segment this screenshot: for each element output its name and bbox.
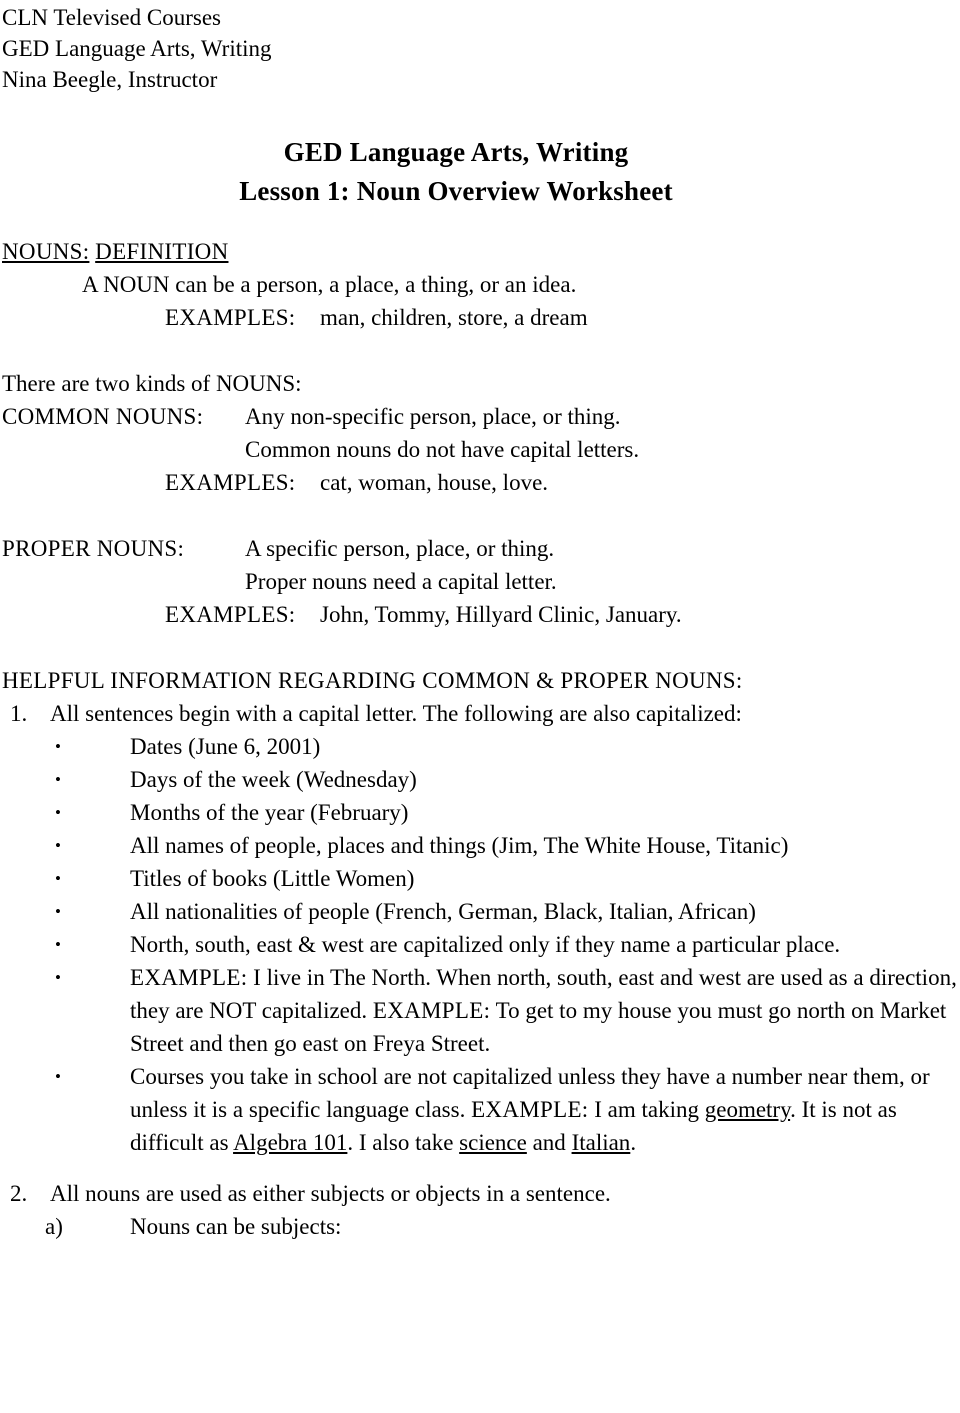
courses-text-5: and xyxy=(526,1130,572,1155)
courses-text-3: . It is not as difficult as xyxy=(130,1097,897,1155)
course-name-italian: Italian xyxy=(571,1130,631,1155)
proper-nouns-row-1 xyxy=(0,532,960,565)
letterhead xyxy=(0,0,960,95)
common-nouns-row-1 xyxy=(0,400,960,433)
proper-nouns-label: PROPER NOUNS: xyxy=(2,536,185,561)
list-item xyxy=(0,928,960,961)
definition-examples-value: man, children, store, a dream xyxy=(320,305,588,330)
example-label: EXAMPLE: xyxy=(130,965,248,990)
list-item-2a-marker: a) xyxy=(45,1214,63,1239)
list-item-2-marker: 2. xyxy=(10,1181,28,1206)
proper-nouns-examples-row xyxy=(0,598,960,631)
courses-text-4: . I also take xyxy=(347,1130,460,1155)
definition-examples-row xyxy=(0,301,960,334)
direction-text-1: I live in The North. When north, south, east and west are used as a direction, they are NOT capitalized. xyxy=(130,965,957,1023)
bullet-dot-icon: • xyxy=(55,737,61,756)
bullet-list xyxy=(0,730,960,1159)
spacer xyxy=(0,499,960,532)
bullet-dot-icon: • xyxy=(55,869,61,888)
definition-examples-label: EXAMPLES: xyxy=(165,305,296,330)
definition-heading-part2: DEFINITION xyxy=(95,239,229,264)
bullet-dot-icon: • xyxy=(55,1067,61,1086)
bullet-dot-icon: • xyxy=(55,803,61,822)
definition-line: A NOUN can be a person, a place, a thing, or an idea. xyxy=(82,272,577,297)
bullet-dot-icon: • xyxy=(55,902,61,921)
spacer xyxy=(0,1159,960,1177)
list-item-1-marker: 1. xyxy=(10,701,28,726)
title-line-2: Lesson 1: Noun Overview Worksheet xyxy=(239,176,673,206)
bullet-text: All nationalities of people (French, German, Black, Italian, African) xyxy=(130,899,756,924)
list-item-2 xyxy=(0,1177,960,1210)
common-nouns-examples-label: EXAMPLES: xyxy=(165,470,296,495)
example-label: EXAMPLE: xyxy=(471,1097,589,1122)
proper-nouns-line-1: A specific person, place, or thing. xyxy=(245,536,555,561)
proper-nouns-row-2 xyxy=(0,565,960,598)
common-nouns-examples-row xyxy=(0,466,960,499)
list-item xyxy=(0,862,960,895)
bullet-dot-icon: • xyxy=(55,968,61,987)
bullet-text: Months of the year (February) xyxy=(130,800,409,825)
course-name-algebra-101: Algebra 101 xyxy=(233,1130,348,1155)
list-item xyxy=(0,763,960,796)
courses-text-2: I am taking xyxy=(588,1097,705,1122)
courses-text-6: . xyxy=(630,1130,637,1155)
common-nouns-label: COMMON NOUNS: xyxy=(2,404,204,429)
letterhead-line-3: Nina Beegle, Instructor xyxy=(2,67,218,92)
kinds-intro: There are two kinds of NOUNS: xyxy=(2,371,302,396)
proper-nouns-line-2: Proper nouns need a capital letter. xyxy=(245,569,557,594)
bullet-text: Dates (June 6, 2001) xyxy=(130,734,321,759)
bullet-text: Titles of books (Little Women) xyxy=(130,866,415,891)
bullet-dot-icon: • xyxy=(55,836,61,855)
example-label: EXAMPLE: xyxy=(372,998,491,1023)
direction-text-2: To get to my house you must go north on Market Street and then go east on Freya Street. xyxy=(130,998,947,1056)
spacer xyxy=(0,631,960,664)
common-nouns-row-2 xyxy=(0,433,960,466)
list-item-1 xyxy=(0,697,960,730)
list-item-2a xyxy=(0,1210,960,1243)
courses-text-1: Courses you take in school are not capitalized unless they have a number near them, or unless it is a specific language class. xyxy=(130,1064,930,1122)
page-title xyxy=(0,133,960,211)
bullet-dot-icon: • xyxy=(55,935,61,954)
definition-heading-part1: NOUNS: xyxy=(2,239,90,264)
list-item xyxy=(0,895,960,928)
list-item xyxy=(0,829,960,862)
common-nouns-line-1: Any non-specific person, place, or thing. xyxy=(245,404,621,429)
list-item-1-text: All sentences begin with a capital letter. The following are also capitalized: xyxy=(50,701,742,726)
letterhead-line-2: GED Language Arts, Writing xyxy=(2,36,272,61)
bullet-text: North, south, east & west are capitalized only if they name a particular place. xyxy=(130,932,841,957)
spacer xyxy=(0,334,960,367)
definition-heading xyxy=(0,235,960,268)
bullet-text: All names of people, places and things (Jim, The White House, Titanic) xyxy=(130,833,789,858)
common-nouns-line-2: Common nouns do not have capital letters. xyxy=(245,437,640,462)
title-line-1: GED Language Arts, Writing xyxy=(283,137,629,167)
list-item-direction-example xyxy=(0,961,960,1060)
common-nouns-examples-value: cat, woman, house, love. xyxy=(320,470,549,495)
proper-nouns-examples-value: John, Tommy, Hillyard Clinic, January. xyxy=(320,602,682,627)
list-item-2a-text: Nouns can be subjects: xyxy=(130,1214,342,1239)
list-item xyxy=(0,730,960,763)
list-item-courses xyxy=(0,1060,960,1159)
helpful-info-heading: HELPFUL INFORMATION REGARDING COMMON & PROPER NOUNS: xyxy=(2,668,743,693)
list-item-2-text: All nouns are used as either subjects or objects in a sentence. xyxy=(50,1181,611,1206)
letterhead-line-1: CLN Televised Courses xyxy=(2,5,221,30)
bullet-text: Days of the week (Wednesday) xyxy=(130,767,417,792)
list-item xyxy=(0,796,960,829)
bullet-dot-icon: • xyxy=(55,770,61,789)
numbered-list xyxy=(0,697,960,1243)
course-name-science: science xyxy=(459,1130,527,1155)
proper-nouns-examples-label: EXAMPLES: xyxy=(165,602,296,627)
course-name-geometry: geometry xyxy=(704,1097,791,1122)
